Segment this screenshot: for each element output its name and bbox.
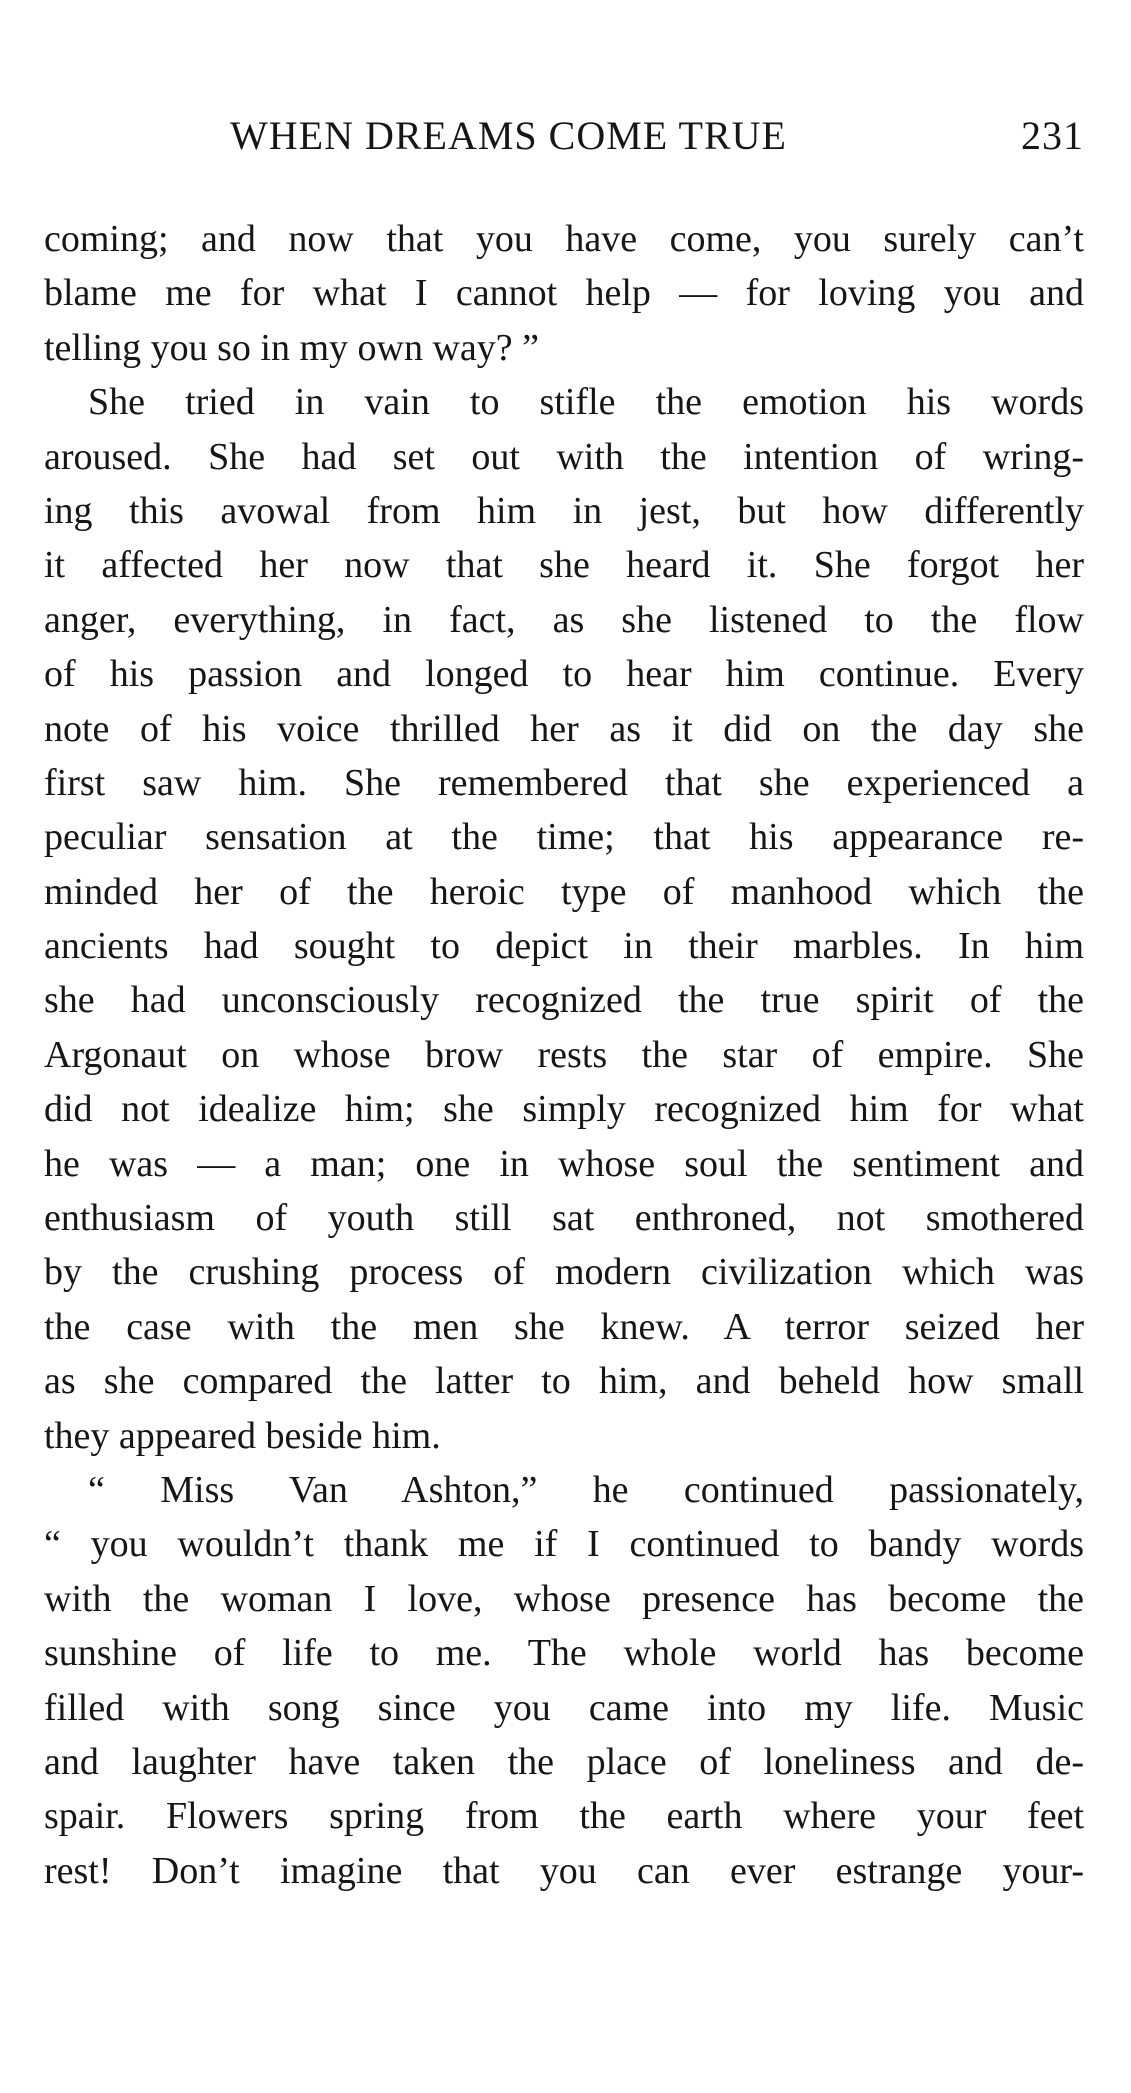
text-line: note of his voice thrilled her as it did on the day she: [44, 707, 1084, 750]
page-number: 231: [1021, 113, 1084, 158]
text-line: blame me for what I cannot help — for loving you and: [44, 272, 1084, 315]
running-title: WHEN DREAMS COME TRUE: [230, 113, 787, 158]
text-line: first saw him. She remembered that she experienced a: [44, 761, 1084, 804]
text-line: he was — a man; one in whose soul the sentiment and: [44, 1142, 1084, 1185]
text-line: minded her of the heroic type of manhood which the: [44, 870, 1084, 913]
text-line: filled with song since you came into my life. Music: [44, 1686, 1084, 1729]
text-line: ancients had sought to depict in their marbles. In him: [44, 925, 1084, 968]
paragraph: [44, 1463, 1084, 1898]
text-line: she had unconsciously recognized the true spirit of the: [44, 979, 1084, 1022]
paragraph: [44, 212, 1084, 375]
text-line: it affected her now that she heard it. She forgot her: [44, 544, 1084, 587]
text-line: “ you wouldn’t thank me if I continued to bandy words: [44, 1523, 1084, 1566]
text-line: and laughter have taken the place of loneliness and de-: [44, 1740, 1084, 1783]
text-line: they appeared beside him.: [44, 1414, 441, 1457]
text-line: telling you so in my own way? ”: [44, 326, 539, 369]
text-line: enthusiasm of youth still sat enthroned, not smothered: [44, 1197, 1084, 1240]
text-line: anger, everything, in fact, as she listened to the flow: [44, 598, 1084, 641]
text-line: as she compared the latter to him, and beheld how small: [44, 1360, 1084, 1403]
text-line: of his passion and longed to hear him continue. Every: [44, 653, 1084, 696]
text-line: “ Miss Van Ashton,” he continued passionately,: [88, 1468, 1084, 1511]
text-line: aroused. She had set out with the intention of wring-: [44, 435, 1084, 478]
paragraph: [44, 375, 1084, 1463]
text-line: the case with the men she knew. A terror seized her: [44, 1305, 1084, 1348]
text-line: spair. Flowers spring from the earth where your feet: [44, 1795, 1084, 1838]
text-line: with the woman I love, whose presence has become the: [44, 1577, 1084, 1620]
body-text: [44, 212, 1084, 1898]
text-line: ing this avowal from him in jest, but how differently: [44, 489, 1084, 532]
running-head: [44, 112, 1084, 166]
text-line: rest! Don’t imagine that you can ever estrange your-: [44, 1849, 1084, 1892]
text-line: peculiar sensation at the time; that his appearance re-: [44, 816, 1084, 859]
text-line: coming; and now that you have come, you surely can’t: [44, 218, 1084, 260]
text-line: Argonaut on whose brow rests the star of empire. She: [44, 1033, 1084, 1076]
text-line: did not idealize him; she simply recognized him for what: [44, 1088, 1084, 1131]
text-line: She tried in vain to stifle the emotion his words: [88, 381, 1084, 424]
text-line: sunshine of life to me. The whole world has become: [44, 1632, 1084, 1675]
text-line: by the crushing process of modern civilization which was: [44, 1251, 1084, 1294]
